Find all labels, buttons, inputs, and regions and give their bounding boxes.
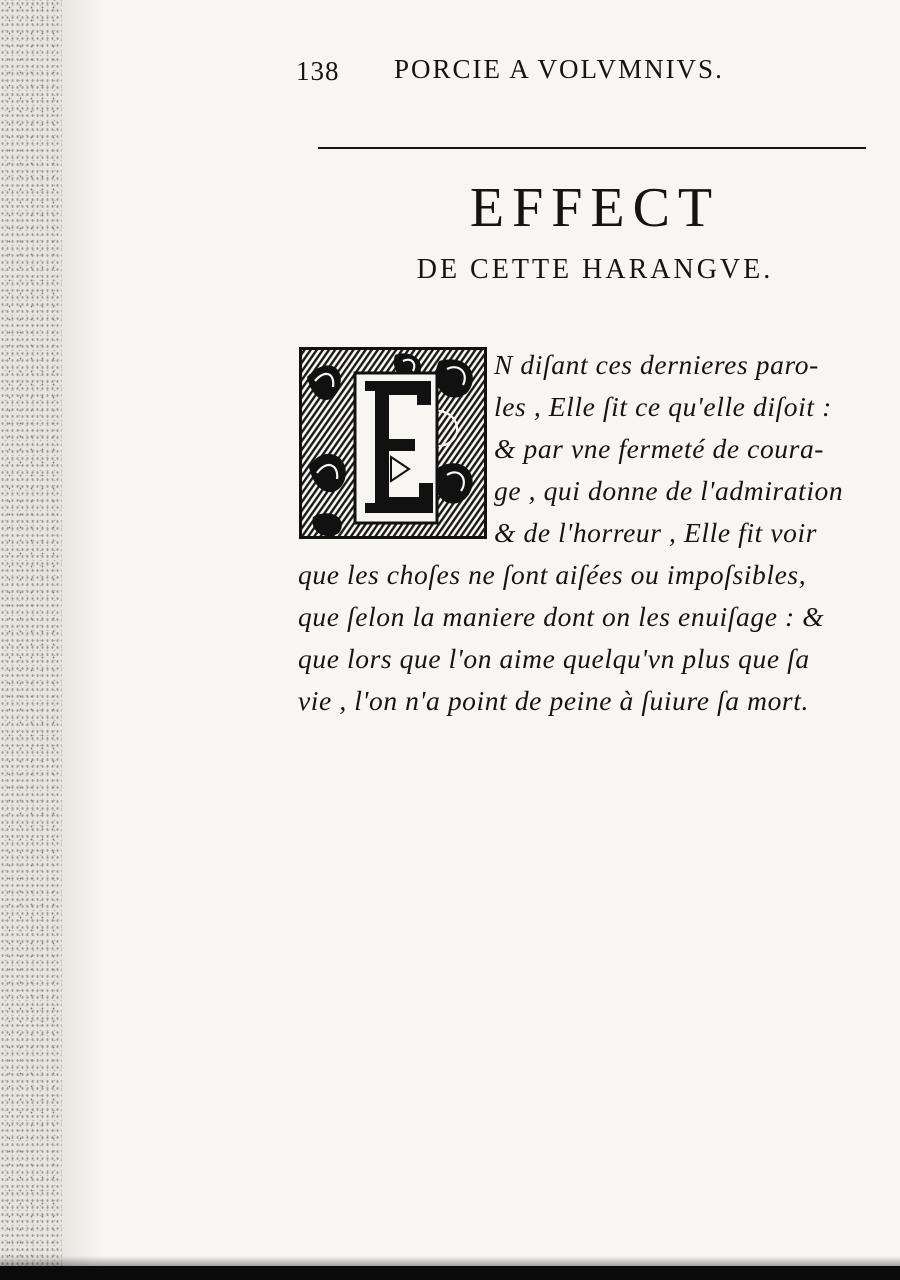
running-title: PORCIE A VOLVMNIVS.: [394, 54, 724, 84]
body-line-1: N diſant ces dernieres paro-: [494, 349, 819, 380]
body-line-5: & de l'horreur , Elle fit voir: [494, 517, 818, 548]
body-line-6: que les choſes ne ſont aiſées ou impoſsibles,: [298, 559, 807, 590]
body-line-3: & par vne fermeté de coura-: [494, 433, 825, 464]
body-line-2: les , Elle ſit ce qu'elle diſoit :: [494, 391, 832, 422]
body-line-9: vie , l'on n'a point de peine à ſuiure ſa mort.: [298, 685, 809, 716]
scan-gutter: [0, 0, 62, 1280]
running-head: [296, 52, 876, 92]
header-rule: [318, 147, 866, 149]
chapter-title: EFFECT: [469, 177, 721, 239]
scan-bottom-shadow: [0, 1256, 900, 1266]
body-line-4: ge , qui donne de l'admiration: [494, 475, 844, 506]
page-number: 138: [296, 56, 340, 86]
body-line-7: que ſelon la maniere dont on les enuiſage : &: [298, 601, 825, 632]
body-line-8: que lors que l'on aime quelqu'vn plus que ſa: [298, 643, 810, 674]
chapter-subtitle: DE CETTE HARANGVE.: [416, 254, 774, 285]
ornamental-initial-e-icon: [299, 347, 487, 539]
scan-gutter-fade: [62, 0, 102, 1280]
scan-bottom-edge: [0, 1266, 900, 1280]
